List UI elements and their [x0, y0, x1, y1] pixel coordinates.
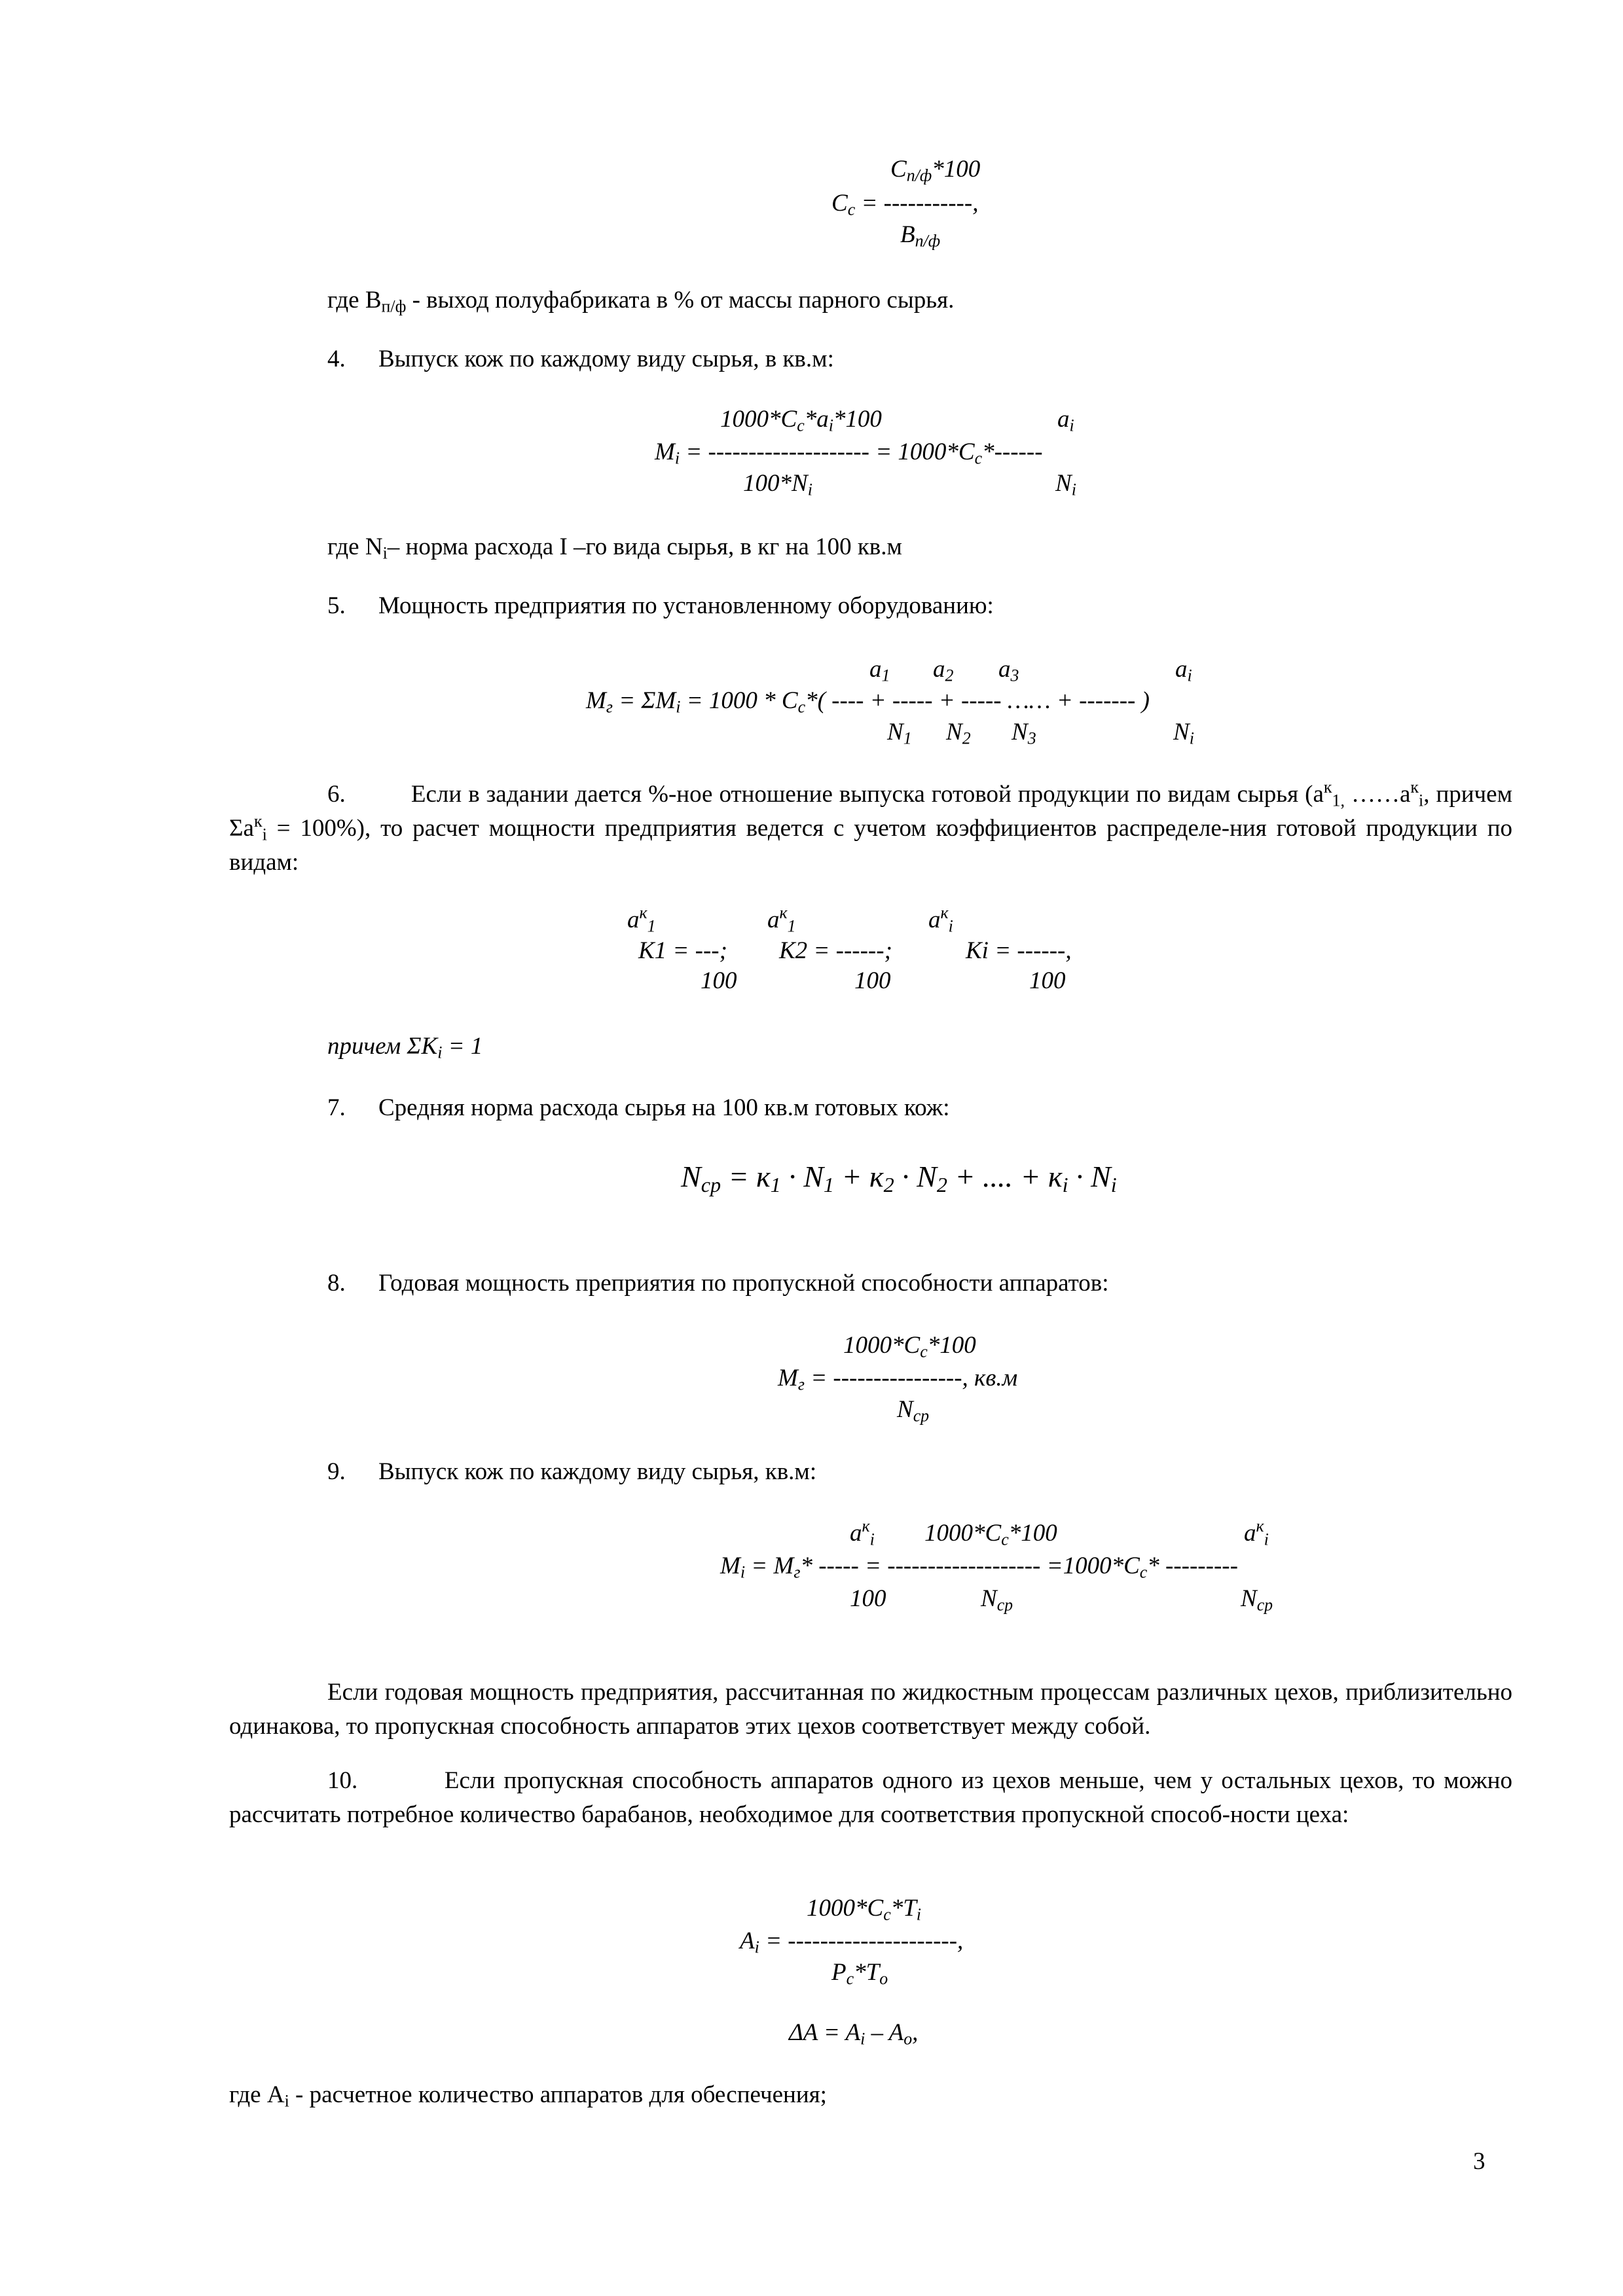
formula-cc-numerator: $C_{п/ф}*100$ [890, 156, 981, 185]
formula-mg-n2: $N_2$ [946, 719, 971, 748]
formula-mi2-line: $M_i = M_г*$ ----- = ------------------- $=1000*C_c*$ --------- [720, 1552, 1238, 1582]
formula-mg-line: $M_г = \Sigma M_i = 1000 * C_c*$( ---- + ----- + ----- …… + ------- ) [586, 687, 1150, 717]
formula-k2: K2 = ------; [779, 937, 892, 964]
where-n-text: где $N_i-$ норма расхода I –го вида сырья, в кг на 100 кв.м [327, 533, 902, 563]
formula-delta-a: $\Delta A = A_i - A_o$, [789, 2019, 919, 2049]
item-5-number: 5. [327, 592, 346, 619]
formula-mg2-denominator: $N_{cp}$ [897, 1396, 930, 1426]
formula-k-den3: 100 [1029, 967, 1066, 994]
formula-k-a1: $a^к_1$ [627, 903, 656, 936]
formula-k-den2: 100 [854, 967, 891, 994]
formula-k-a2: $a^к_1$ [767, 903, 796, 936]
item-9-number: 9. [327, 1458, 346, 1485]
formula-mi2-den-ncp-right: $N_{cp}$ [1241, 1585, 1273, 1615]
where-b-text: где $В_{п/ф}$ - выход полуфабриката в % от массы парного сырья. [327, 287, 955, 316]
formula-ai-denominator: $P_c*T_o$ [831, 1959, 888, 1988]
formula-mi2-a: $a^к_i$ [850, 1516, 875, 1549]
formula-mi1-ai: $a_i$ [1057, 406, 1074, 435]
formula-ai-numerator: $1000*C_c*T_i$ [807, 1895, 921, 1924]
sum-k-condition: причем $\Sigma K_i = 1$ [327, 1033, 483, 1062]
formula-cc-line: $C_c$ = -----------, [831, 190, 979, 219]
formula-mg-a3: $a_3$ [998, 656, 1019, 685]
formula-mi1-numerator: $1000*C_c*a_i*100$ [720, 406, 882, 435]
formula-mi1-denominator: $100*N_i$ [743, 470, 812, 499]
paragraph-equal-capacity: Если годовая мощность предприятия, рассчитанная по жидкостным процессам различных цехов, приблизительно одинакова, то пропускная способность аппаратов этих цехов соответствует между собой. [229, 1679, 1512, 1740]
item-7-number: 7. [327, 1094, 346, 1121]
formula-mg-a2: $a_2$ [933, 656, 954, 685]
formula-k1: K1 = ---; [638, 937, 727, 964]
item-4-text: Выпуск кож по каждому виду сырья, в кв.м: [378, 346, 834, 372]
item-10-paragraph: 10. Если пропускная способность аппаратов одного из цехов меньше, чем у остальных цехов, то можно рассчитать потребное количество барабанов, необходимое для соответствия пропускной способ-ности цеха: [229, 1767, 1512, 1828]
formula-mg-a1: $a_1$ [869, 656, 890, 685]
formula-ai-line: $A_i$ = ---------------------, [740, 1928, 964, 1957]
formula-mg-ni: $N_i$ [1173, 719, 1194, 748]
formula-k-den1: 100 [701, 967, 737, 994]
formula-mg2-line: $M_г$ = ----------------, кв.м [778, 1365, 1018, 1394]
formula-mi1-line: $M_i$ = -------------------- = $1000*C_c*------$ [655, 439, 1043, 468]
formula-mg-n1: $N_1$ [887, 719, 912, 748]
item-7-text: Средняя норма расхода сырья на 100 кв.м готовых кож: [378, 1094, 950, 1121]
formula-mi2-numerator: $1000*C_c*100$ [924, 1520, 1057, 1549]
formula-mg-n3: $N_3$ [1012, 719, 1036, 748]
where-a-text: где $A_i$ - расчетное количество аппаратов для обеспечения; [229, 2081, 827, 2111]
item-4-number: 4. [327, 346, 346, 372]
formula-k-ai: $a^к_i$ [928, 903, 953, 936]
item-6-paragraph: 6. Если в задании дается %-ное отношение выпуска готовой продукции по видам сырья ($a^к_{1,}$ $\dots\dots a^к_i$, причем $\Sigma a^к_i = 100\%$), то расчет мощности предприятия ведется с учетом коэффициентов распределе-ния готовой продукции по видам: [229, 777, 1512, 876]
item-8-text: Годовая мощность преприятия по пропускной способности аппаратов: [378, 1270, 1109, 1297]
item-9-text: Выпуск кож по каждому виду сырья, кв.м: [378, 1458, 817, 1485]
formula-ki: Ki = ------, [966, 937, 1072, 964]
item-5-text: Мощность предприятия по установленному оборудованию: [378, 592, 994, 619]
page-number: 3 [1473, 2148, 1486, 2175]
formula-ncp: $N_{cp} = к_1 \cdot N_1 + к_2 \cdot N_2$ + .... + $к_i \cdot N_i$ [681, 1160, 1117, 1197]
formula-mi2-a-right: $a^к_i$ [1244, 1516, 1269, 1549]
formula-mi2-den-ncp: $N_{cp}$ [981, 1585, 1013, 1615]
formula-mg2-numerator: $1000*C_c*100$ [843, 1332, 976, 1361]
formula-mi1-ni: $N_i$ [1055, 470, 1076, 499]
formula-cc-denominator: $B_{п/ф}$ [900, 221, 941, 251]
formula-mi2-den-100: 100 [850, 1585, 886, 1612]
formula-mg-ai: $a_i$ [1175, 656, 1192, 685]
item-8-number: 8. [327, 1270, 346, 1297]
